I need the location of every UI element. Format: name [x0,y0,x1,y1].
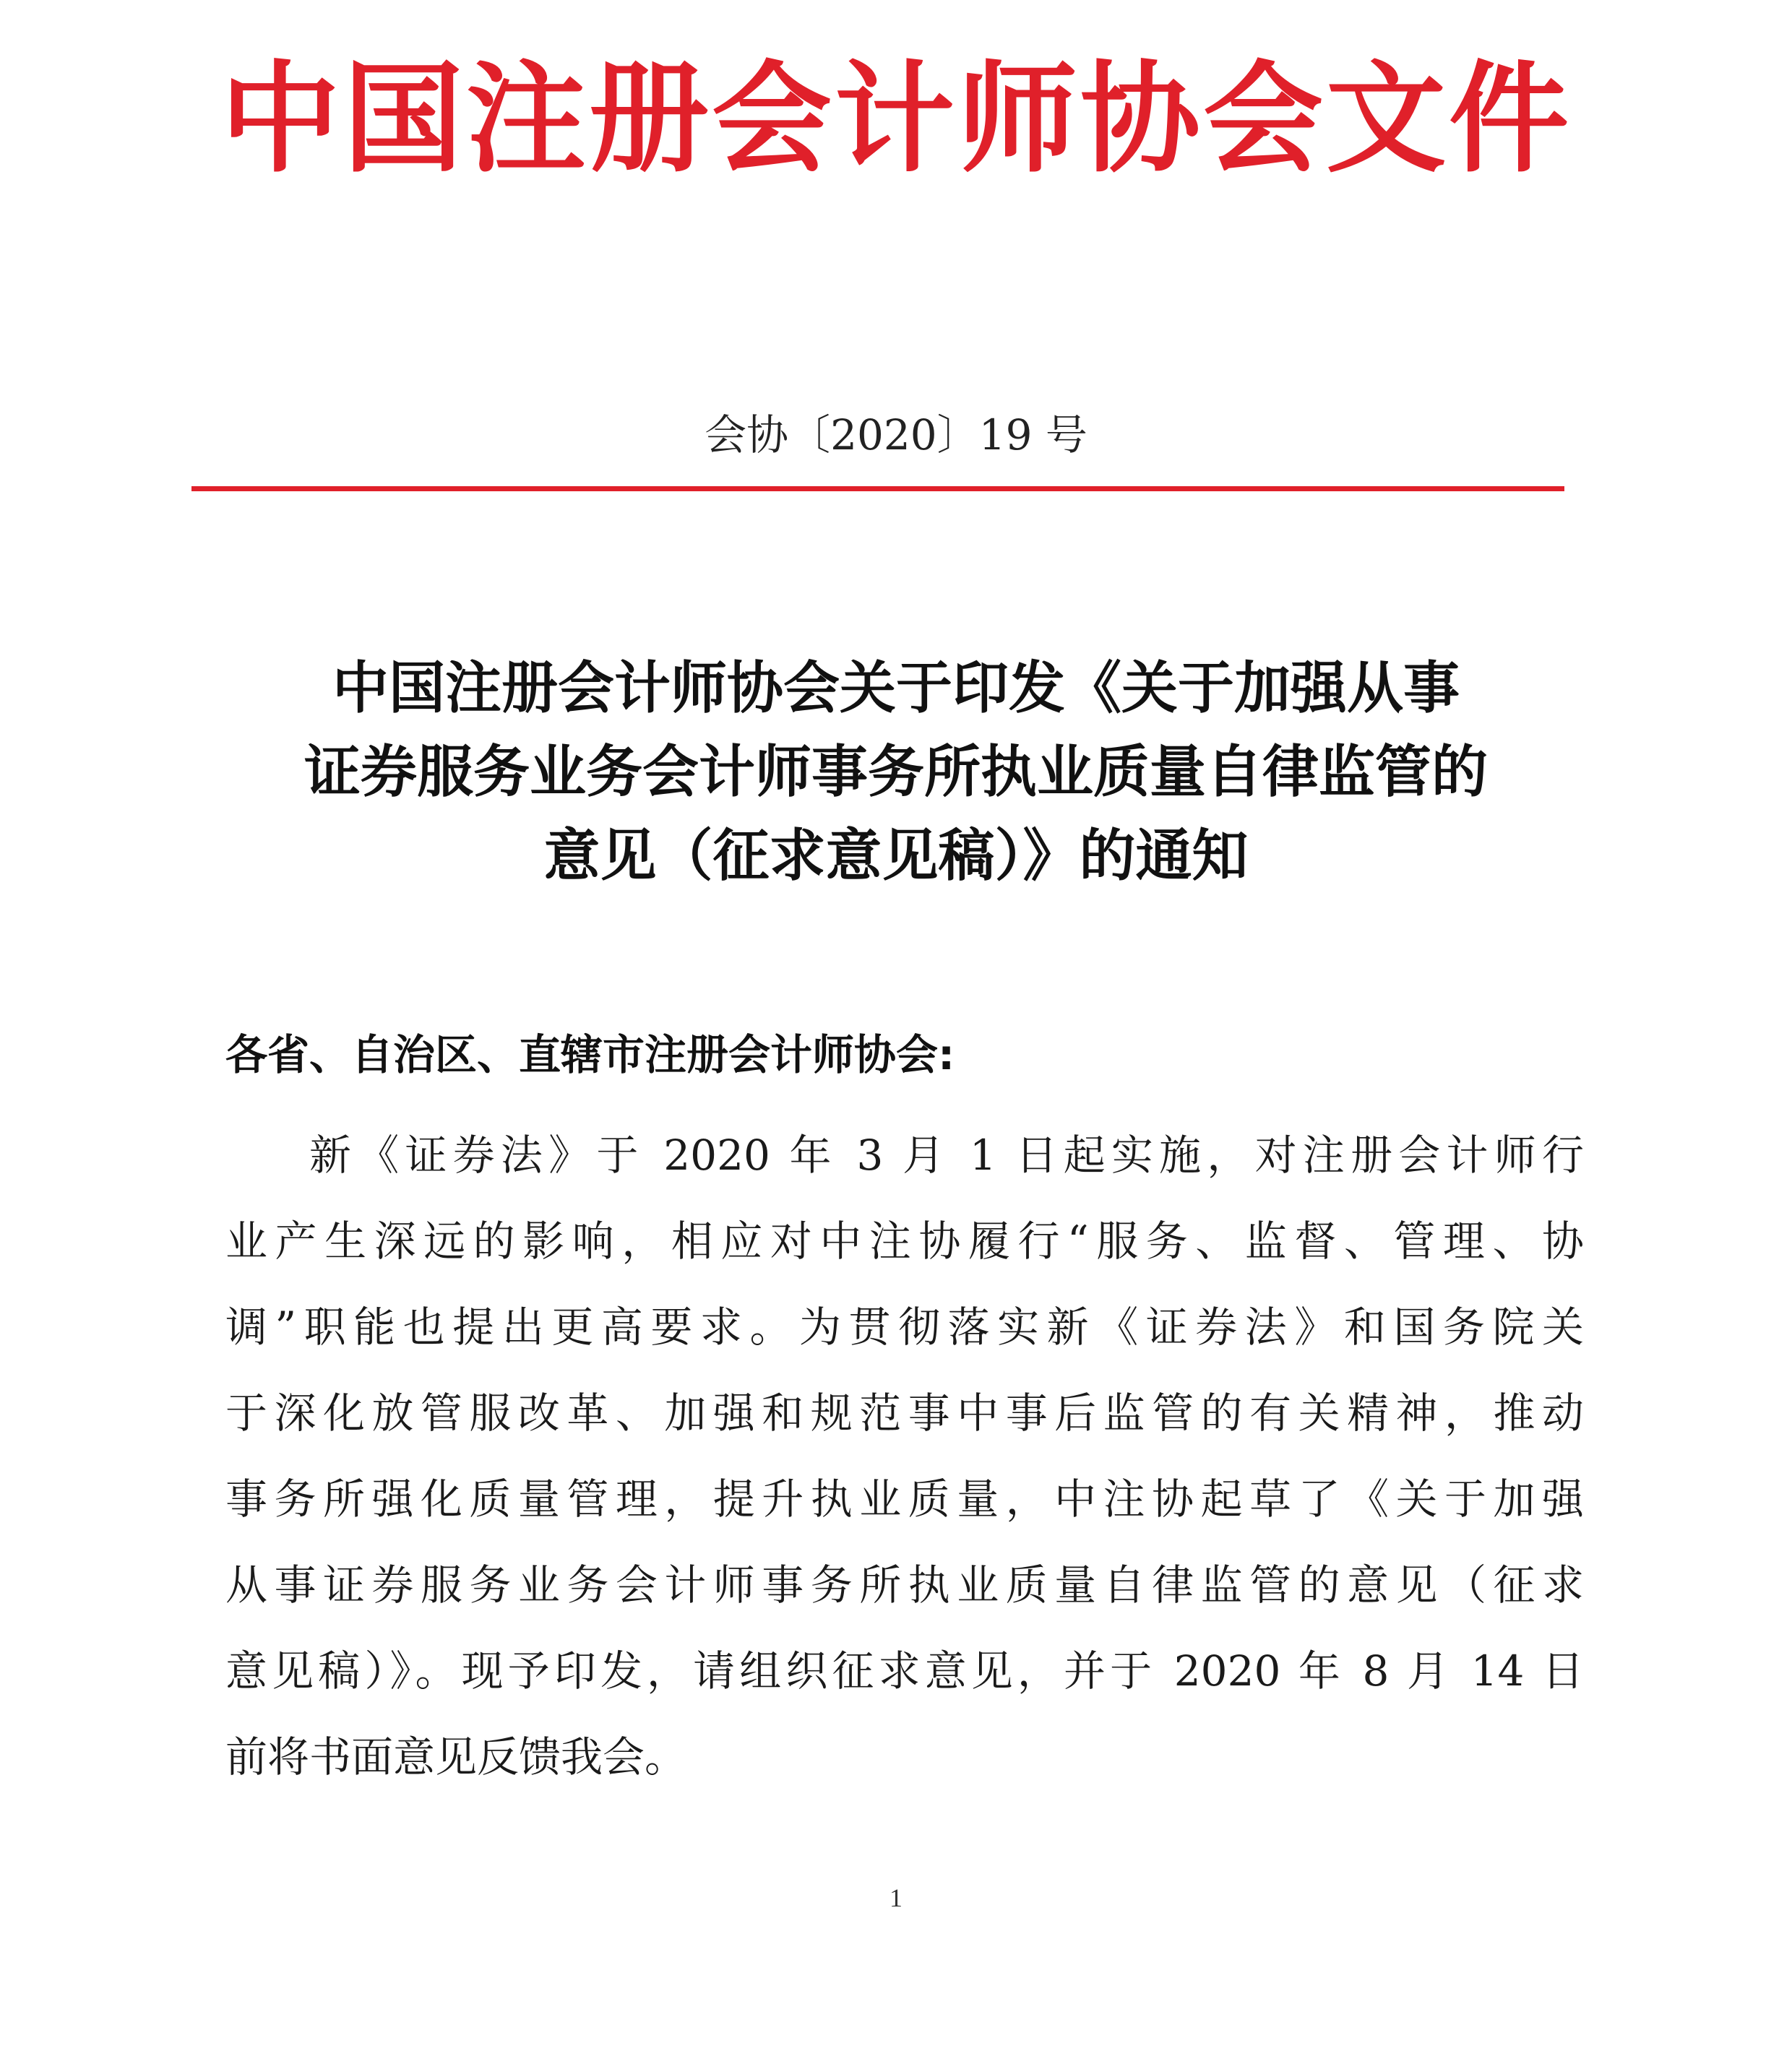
salutation: 各省、自治区、直辖市注册会计师协会: [225,1030,955,1079]
body-line: 调”职能也提出更高要求。为贯彻落实新《证券法》和国务院关 [225,1303,1584,1352]
title-line: 意见（征求意见稿）》的通知 [543,824,1249,889]
body-line: 业产生深远的影响，相应对中注协履行“服务、监督、管理、协 [225,1217,1584,1266]
body-line: 意见稿）》。现予印发，请组织征求意见，并于 2020 年 8 月 14 日 [225,1646,1584,1696]
body-line: 从事证券服务业务会计师事务所执业质量自律监管的意见（征求 [225,1560,1584,1610]
title-line: 中国注册会计师协会关于印发《关于加强从事 [332,656,1460,721]
body-line: 事务所强化质量管理，提升执业质量，中注协起草了《关于加强 [225,1474,1584,1524]
body-line: 于深化放管服改革、加强和规范事中事后监管的有关精神，推动 [225,1389,1584,1438]
body-line: 前将书面意见反馈我会。 [225,1732,687,1782]
page-number: 1 [889,1883,903,1912]
title-line: 证券服务业务会计师事务所执业质量自律监管的 [303,740,1488,805]
red-divider-line [191,486,1564,491]
document-title [145,647,1647,898]
document-number: 会协〔2020〕19 号 [705,410,1087,459]
body-paragraph [225,1113,1584,1800]
body-line: 新《证券法》于 2020 年 3 月 1 日起实施，对注册会计师行 [309,1131,1584,1180]
document-masthead: 中国注册会计师协会文件 [220,48,1572,189]
